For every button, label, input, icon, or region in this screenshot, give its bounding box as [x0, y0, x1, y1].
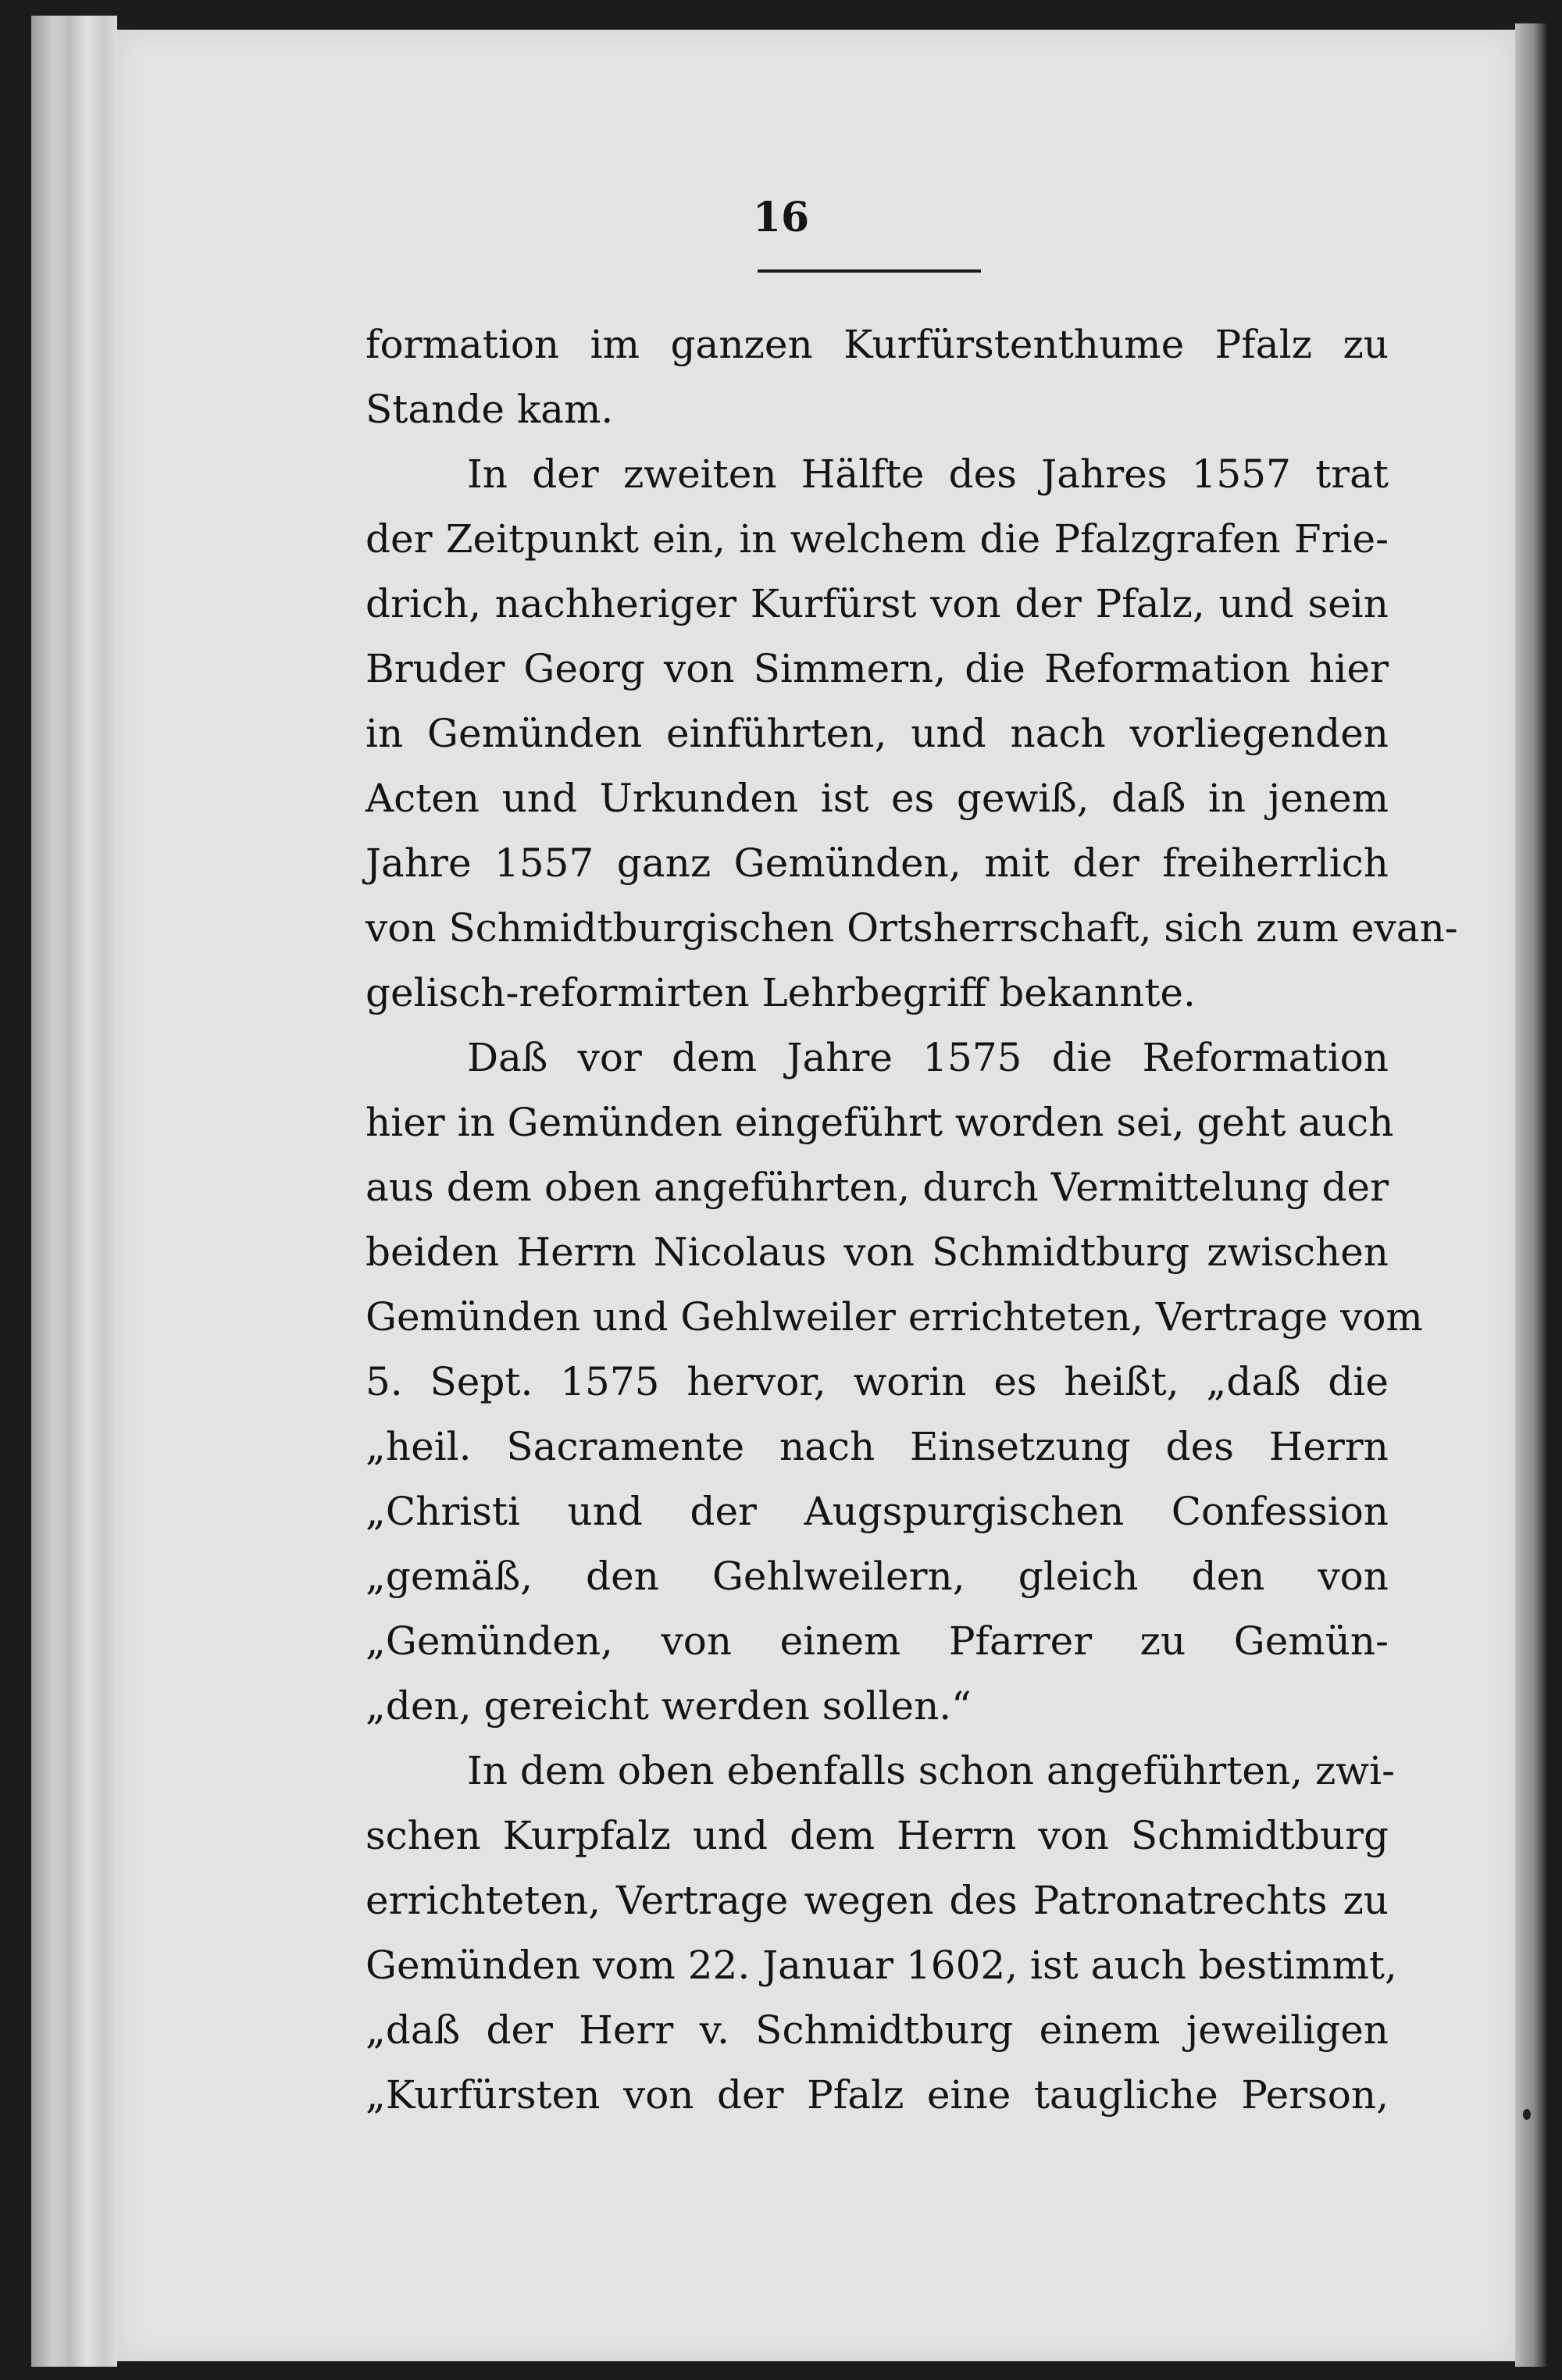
margin-speck [1523, 2109, 1531, 2120]
text-line: drich, nachheriger Kurfürst von der Pfalz, und sein [366, 581, 1389, 626]
text-line: „den, gereicht werden sollen.“ [366, 1683, 972, 1729]
text-line: „gemäß, den Gehlweilern, gleich den von [366, 1554, 1389, 1599]
text-line: „Christi und der Augspurgischen Confession [366, 1489, 1389, 1534]
text-line: „daß der Herr v. Schmidtburg einem jeweiligen [366, 2007, 1389, 2053]
text-line: In der zweiten Hälfte des Jahres 1557 trat [467, 451, 1389, 497]
text-line: hier in Gemünden eingeführt worden sei, geht auch [366, 1100, 1394, 1145]
text-line: gelisch-reformirten Lehrbegriff bekannte. [366, 970, 1196, 1015]
text-line: „Gemünden, von einem Pfarrer zu Gemün- [366, 1618, 1389, 1664]
text-line: aus dem oben angeführten, durch Vermittelung der [366, 1165, 1389, 1210]
text-line: In dem oben ebenfalls schon angeführten, zwi- [467, 1748, 1395, 1793]
text-line: Jahre 1557 ganz Gemünden, mit der freiherrlich [366, 840, 1389, 886]
text-line: 5. Sept. 1575 hervor, worin es heißt, „daß die [366, 1359, 1389, 1404]
header-rule [758, 269, 981, 273]
text-line: der Zeitpunkt ein, in welchem die Pfalzgrafen Frie- [366, 516, 1389, 562]
text-line: in Gemünden einführten, und nach vorliegenden [366, 711, 1389, 756]
text-line: schen Kurpfalz und dem Herrn von Schmidtburg [366, 1813, 1389, 1858]
book-spine-edge [31, 16, 117, 2367]
page-number: 16 [752, 194, 810, 241]
text-line: formation im ganzen Kurfürstenthume Pfalz zu [366, 322, 1389, 367]
text-line: Bruder Georg von Simmern, die Reformation hier [366, 646, 1389, 691]
text-line: „Kurfürsten von der Pfalz eine taugliche Person, [366, 2072, 1389, 2118]
text-line: Gemünden und Gehlweiler errichteten, Vertrage vom [366, 1294, 1423, 1340]
body-text [366, 312, 1458, 2128]
text-line: Stande kam. [366, 387, 614, 432]
text-line: „heil. Sacramente nach Einsetzung des Herrn [366, 1424, 1389, 1469]
page-right-edge [1515, 23, 1546, 2367]
text-line: errichteten, Vertrage wegen des Patronatrechts zu [366, 1878, 1389, 1923]
text-line: von Schmidtburgischen Ortsherrschaft, sich zum evan- [366, 905, 1458, 951]
text-line: Acten und Urkunden ist es gewiß, daß in jenem [366, 776, 1389, 821]
text-line: beiden Herrn Nicolaus von Schmidtburg zwischen [366, 1229, 1389, 1275]
text-line: Gemünden vom 22. Januar 1602, ist auch bestimmt, [366, 1943, 1397, 1988]
text-line: Daß vor dem Jahre 1575 die Reformation [467, 1035, 1389, 1080]
